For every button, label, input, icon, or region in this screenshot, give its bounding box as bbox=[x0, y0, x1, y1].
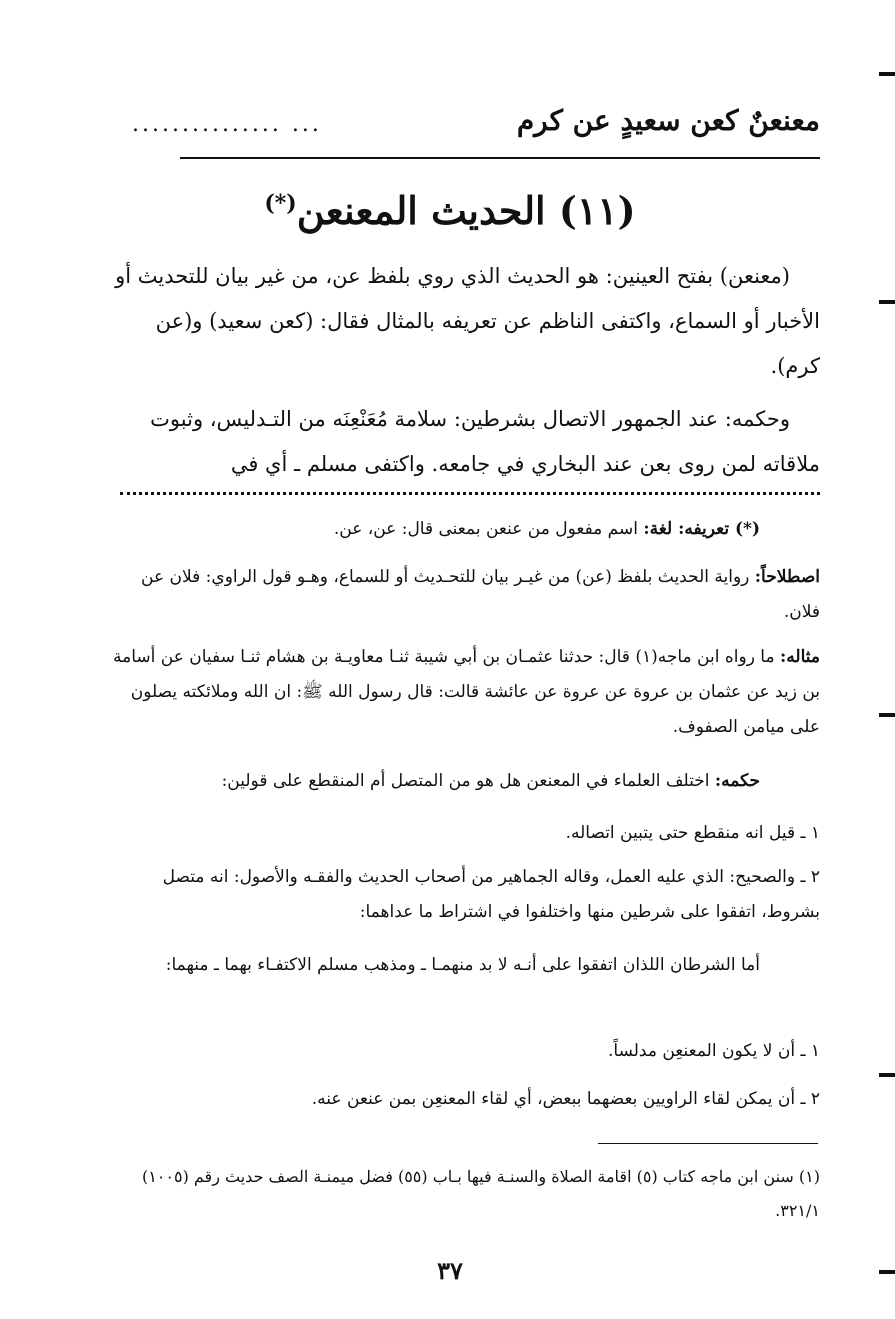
scan-edge-mark bbox=[879, 72, 895, 76]
note-example-text: ما رواه ابن ماجه(١) قال: حدثنا عثمـان بن أبي شيبة ثنـا معاويـة بن هشام ثنـا سفيان عن أسامة بن زيد عن عثمان بن عروة عن عروة عن عائشة قالت: قال رسول الله ﷺ: ان الله وملائكته يصلون على ميامن الصفوف. bbox=[113, 647, 820, 737]
running-header bbox=[120, 104, 820, 152]
note-ruling-label: حكمه: bbox=[714, 771, 760, 791]
chapter-title bbox=[230, 188, 670, 233]
note-ruling bbox=[100, 764, 790, 799]
note-technical-label: اصطلاحاً: bbox=[754, 567, 820, 587]
note-conditions: أما الشرطان اللذان اتفقوا على أنـه لا بد منهمـا ـ ومذهب مسلم الاكتفـاء بهما ـ منهما: bbox=[165, 955, 760, 975]
paragraph-definition: (معنعن) بفتح العينين: هو الحديث الذي روي بلفظ عن، من غير بيان للتحديث أو الأخبار أو السماع، واكتفى الناظم عن تعريفه بالمثال فقال: (كعن سعيد) و(عن كرم). bbox=[115, 264, 820, 378]
list-item-condition-2: ٢ ـ أن يمكن لقاء الراويين بعضهما ببعض، أي لقاء المعنعِن بمن عنعن عنه. bbox=[311, 1089, 820, 1109]
scan-edge-mark bbox=[879, 1270, 895, 1274]
header-rule bbox=[180, 157, 820, 159]
scan-edge-mark bbox=[879, 1073, 895, 1077]
chapter-title-text: (١١) الحديث المعنعن bbox=[296, 188, 636, 233]
note-ruling-text: اختلف العلماء في المعنعن هل هو من المتصل أم المنقطع على قولين: bbox=[221, 771, 715, 791]
header-dots: ............... ... bbox=[132, 112, 322, 137]
scan-edge-mark bbox=[879, 713, 895, 717]
note-example bbox=[100, 640, 820, 745]
note-definition bbox=[100, 512, 790, 547]
page-number: ٣٧ bbox=[437, 1256, 463, 1285]
note-example-label: مثاله: bbox=[780, 647, 820, 667]
list-item-opinion-2: ٢ ـ والصحيح: الذي عليه العمل، وقاله الجماهير من أصحاب الحديث والفقـه والأصول: انه متصل بشروط، اتفقوا على شرطين منها واختلفوا في اشتراط ما عداهما: bbox=[162, 867, 820, 922]
note-definition-label: (*) تعريفه: لغة: bbox=[643, 519, 760, 539]
chapter-title-marker: (*) bbox=[264, 190, 297, 217]
footnote: (١) سنن ابن ماجه كتاب (٥) اقامة الصلاة والسنـة فيها بـاب (٥٥) فضل ميمنـة الصف حديث رقم (١٠٠٥) ٣٢١/١. bbox=[141, 1167, 820, 1220]
header-verse: معنعنٌ كعن سعيدٍ عن كرم bbox=[516, 104, 820, 137]
footnote-rule bbox=[598, 1143, 818, 1144]
note-technical bbox=[100, 560, 820, 630]
list-item-condition-1: ١ ـ أن لا يكون المعنعِن مدلساً. bbox=[608, 1041, 820, 1061]
paragraph-ruling: وحكمه: عند الجمهور الاتصال بشرطين: سلامة مُعَنْعِنَه من التـدليس، وثبوت ملاقاته لمن روى بعن عند البخاري في جامعه. واكتفى مسلم ـ أي في bbox=[150, 407, 820, 476]
scan-edge-mark bbox=[879, 300, 895, 304]
dotted-separator bbox=[120, 492, 820, 495]
note-definition-text: اسم مفعول من عنعن بمعنى قال: عن، عن. bbox=[333, 519, 644, 539]
list-item-opinion-1: ١ ـ قيل انه منقطع حتى يتبين اتصاله. bbox=[565, 823, 820, 843]
note-technical-text: رواية الحديث بلفظ (عن) من غيـر بيان للتحـديث أو للسماع، وهـو قول الراوي: فلان عن فلان. bbox=[141, 567, 820, 622]
